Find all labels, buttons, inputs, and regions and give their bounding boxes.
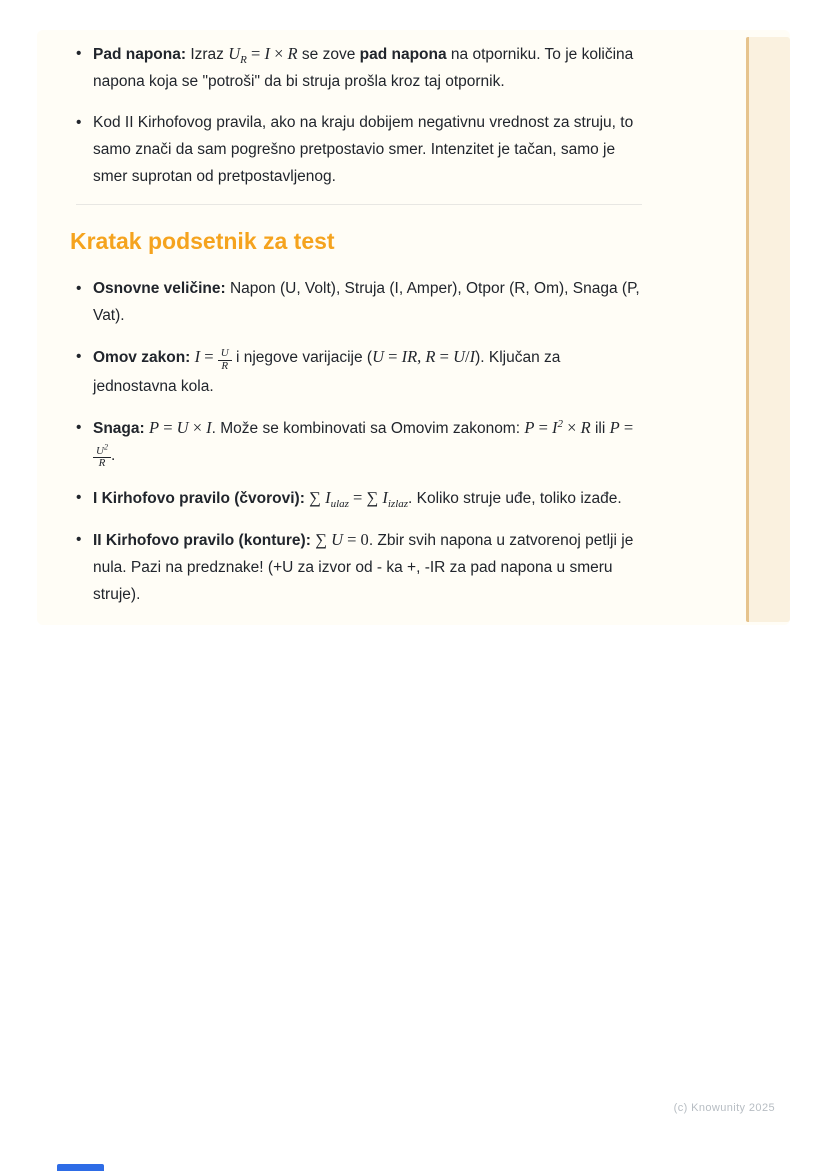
list-item: • II Kirhofovo pravilo (konture): ∑ U = 0. Zbir svih napona u zatvorenoj petlji je nula. Pazi na predznake! (+U za izvor od - ka +, -IR za pad napona u smeru struje).	[70, 526, 644, 608]
list-item: • Kod II Kirhofovog pravila, ako na kraju dobijem negativnu vrednost za struju, to samo znači da sam pogrešno pretpostavio smer. Intenzitet je tačan, samo je smer suprotan od pretpostavljenog.	[70, 109, 644, 190]
document-card	[37, 30, 790, 625]
section-heading: Kratak podsetnik za test	[70, 228, 335, 254]
intro-bullet-list	[70, 40, 644, 190]
list-item: • Snaga: P = U × I. Može se kombinovati sa Omovim zakonom: $P = I^2 \times R$ ili P = $\frac{U^2}{R}$ .	[70, 414, 644, 471]
summary-bullet-list	[70, 275, 644, 608]
document-content	[70, 40, 644, 622]
footer-copyright: (c) Knowunity 2025	[673, 1102, 775, 1114]
list-item: • Pad napona: Izraz $U_R = I \times R$ se zove pad napona na otporniku. To je količina napona koja se "potroši" da bi struja prošla kroz taj otpornik.	[70, 40, 644, 95]
list-item: • Omov zakon: I = $\frac{U}{R}$ i njegove varijacije (U = IR, R = U/I). Ključan za jednostavna kola.	[70, 343, 644, 400]
list-item: • Osnovne veličine: Napon (U, Volt), Struja (I, Amper), Otpor (R, Om), Snaga (P, Vat).	[70, 275, 644, 329]
list-item: • I Kirhofovo pravilo (čvorovi): ∑ $I_{ulaz}$ = ∑ $I_{izlaz}$. Koliko struje uđe, toliko izađe.	[70, 484, 644, 512]
page-edge-accent-band	[746, 37, 790, 622]
section-divider	[76, 204, 642, 205]
next-page-edge	[57, 1164, 104, 1171]
